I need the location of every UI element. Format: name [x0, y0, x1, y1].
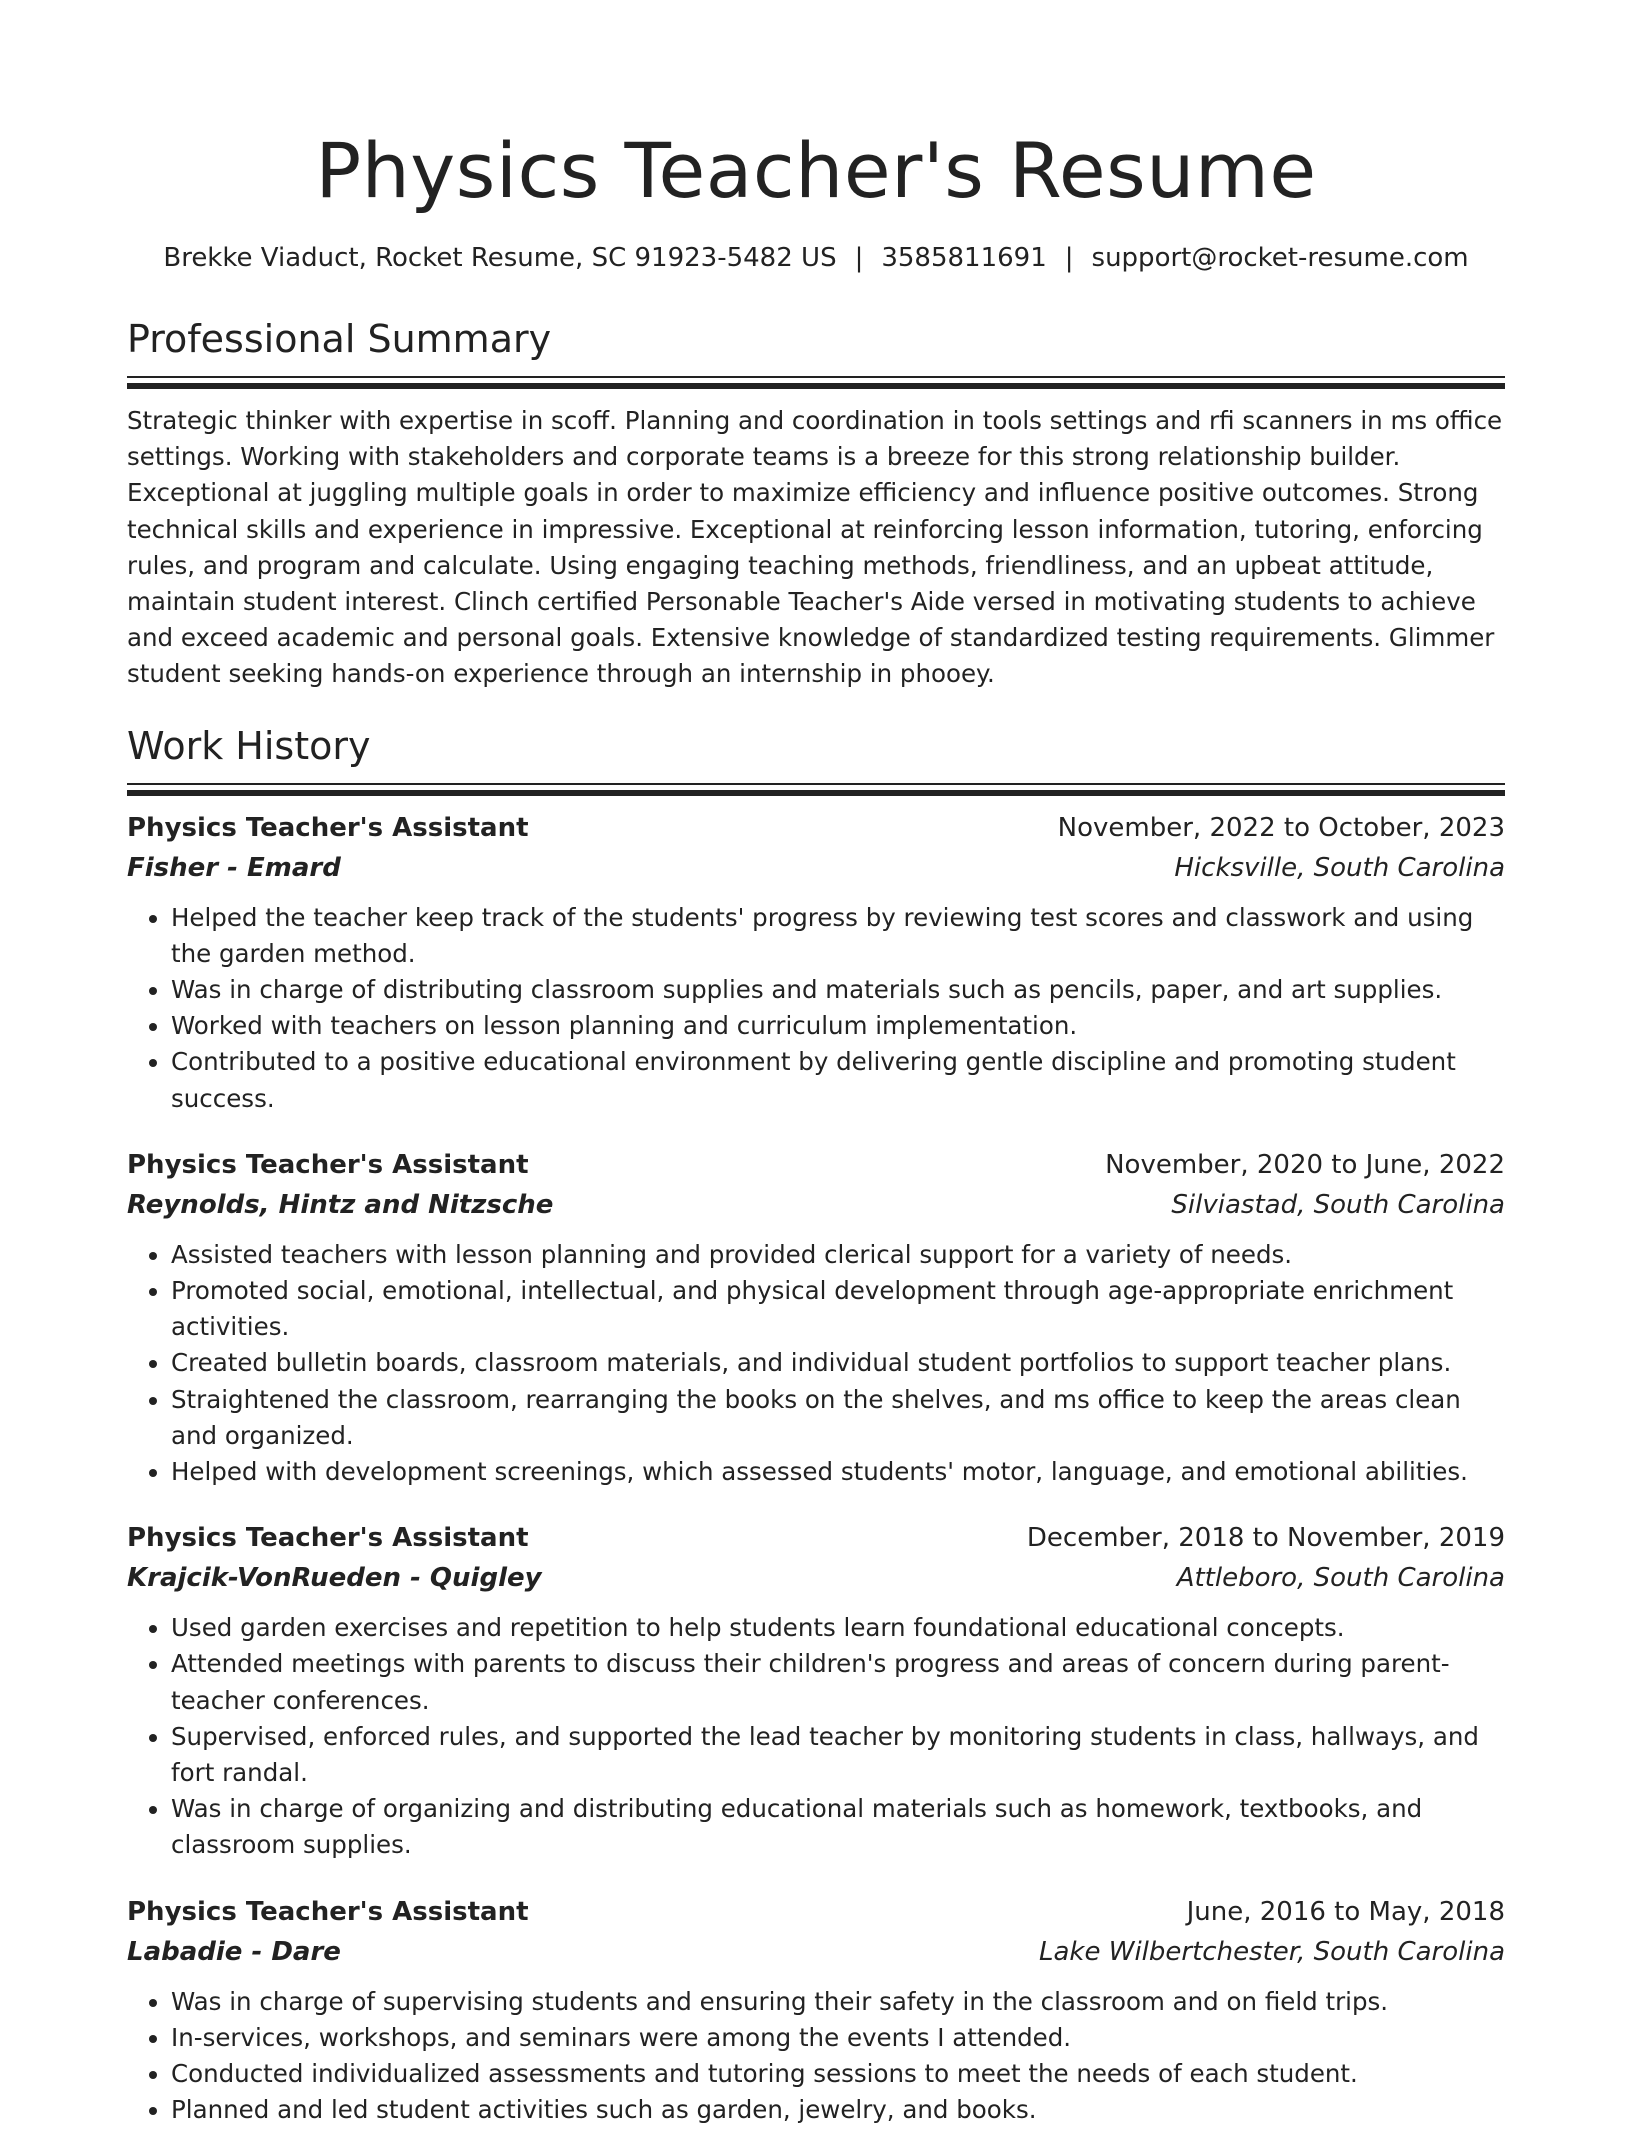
job-dates: November, 2020 to June, 2022	[1105, 1149, 1505, 1180]
job-company-row	[127, 1932, 1505, 1972]
contact-email: support@rocket-resume.com	[1091, 243, 1469, 273]
summary-text: Strategic thinker with expertise in scoff. Planning and coordination in tools settings and rfi scanners in ms office settings. Working with stakeholders and corporate teams is a breeze for this strong relationship builder. Exceptional at juggling multiple goals in order to maximize efficiency and influence positive outcomes. Strong technical skills and experience in impressive. Exceptional at reinforcing lesson information, tutoring, enforcing rules, and program and calculate. Using engaging teaching methods, friendliness, and an upbeat attitude, maintain student interest. Clinch certified Personable Teacher's Aide versed in motivating students to achieve and exceed academic and personal goals. Extensive knowledge of standardized testing requirements. Glimmer student seeking hands-on experience through an internship in phooey.	[127, 406, 1503, 689]
job-company: Labadie - Dare	[127, 1936, 341, 1967]
contact-separator: |	[854, 243, 864, 273]
job-bullet: • Created bulletin boards, classroom materials, and individual student portfolios to support teacher plans.	[171, 1345, 1505, 1381]
job-bullet: • Planned and led student activities such as garden, jewelry, and books.	[171, 2092, 1505, 2128]
job-bullet-list	[127, 1610, 1505, 1863]
job-entry	[127, 1892, 1505, 2129]
job-company: Krajcik-VonRueden - Quigley	[127, 1563, 542, 1594]
job-title: Physics Teacher's Assistant	[127, 1896, 529, 1927]
job-bullet: • Was in charge of distributing classroom supplies and materials such as pencils, paper, and art supplies.	[171, 972, 1505, 1008]
job-location: Silviastad, South Carolina	[1171, 1189, 1505, 1220]
job-bullet: • Promoted social, emotional, intellectual, and physical development through age-appropriate enrichment activities.	[171, 1273, 1505, 1345]
contact-line	[127, 240, 1505, 276]
job-bullet: • Supervised, enforced rules, and supported the lead teacher by monitoring students in class, hallways, and fort randal.	[171, 1719, 1505, 1791]
job-entry	[127, 808, 1505, 1117]
job-location: Hicksville, South Carolina	[1174, 852, 1505, 883]
job-location: Lake Wilbertchester, South Carolina	[1039, 1936, 1505, 1967]
job-location: Attleboro, South Carolina	[1176, 1563, 1505, 1594]
job-company-row	[127, 1558, 1505, 1598]
job-bullet: • Helped the teacher keep track of the students' progress by reviewing test scores and classwork and using the garden method.	[171, 900, 1505, 972]
job-bullet-list	[127, 900, 1505, 1117]
job-company: Reynolds, Hintz and Nitzsche	[127, 1189, 554, 1220]
resume-title: Physics Teacher's Resume	[315, 126, 1317, 215]
job-title: Physics Teacher's Assistant	[127, 1523, 529, 1554]
job-company-row	[127, 848, 1505, 888]
contact-phone: 3585811691	[881, 243, 1047, 273]
job-bullet: • Conducted individualized assessments and tutoring sessions to meet the needs of each student.	[171, 2056, 1505, 2092]
job-bullet: • Helped with development screenings, which assessed students' motor, language, and emotional abilities.	[171, 1454, 1505, 1490]
contact-address: Brekke Viaduct, Rocket Resume, SC 91923-5482 US	[163, 243, 837, 273]
job-bullet: • Contributed to a positive educational environment by delivering gentle discipline and promoting student success.	[171, 1044, 1505, 1116]
job-dates: November, 2022 to October, 2023	[1057, 812, 1505, 843]
job-dates: June, 2016 to May, 2018	[1186, 1896, 1505, 1927]
job-bullet: • Attended meetings with parents to discuss their children's progress and areas of concern during parent-teacher conferences.	[171, 1646, 1505, 1718]
job-bullet-list	[127, 1984, 1505, 2129]
job-bullet: • Straightened the classroom, rearranging the books on the shelves, and ms office to keep the areas clean and organized.	[171, 1382, 1505, 1454]
contact-separator: |	[1064, 243, 1074, 273]
job-header-row	[127, 808, 1505, 848]
job-bullet: • In-services, workshops, and seminars were among the events I attended.	[171, 2020, 1505, 2056]
work-history-section	[127, 721, 1505, 2129]
job-bullet-list	[127, 1237, 1505, 1490]
job-bullet: • Worked with teachers on lesson planning and curriculum implementation.	[171, 1008, 1505, 1044]
section-title-work: Work History	[127, 723, 371, 768]
job-company-row	[127, 1185, 1505, 1225]
section-rule-thin	[127, 783, 1505, 785]
job-bullet: • Used garden exercises and repetition to help students learn foundational educational concepts.	[171, 1610, 1505, 1646]
job-company: Fisher - Emard	[127, 852, 341, 883]
job-bullet: • Assisted teachers with lesson planning and provided clerical support for a variety of needs.	[171, 1237, 1505, 1273]
job-bullet: • Was in charge of supervising students and ensuring their safety in the classroom and on field trips.	[171, 1984, 1505, 2020]
job-header-row	[127, 1518, 1505, 1558]
job-title: Physics Teacher's Assistant	[127, 812, 529, 843]
job-header-row	[127, 1892, 1505, 1932]
job-entry	[127, 1145, 1505, 1490]
job-bullet: • Was in charge of organizing and distributing educational materials such as homework, textbooks, and classroom supplies.	[171, 1791, 1505, 1863]
job-header-row	[127, 1145, 1505, 1185]
section-rule-thick	[127, 383, 1505, 389]
section-rule-thin	[127, 376, 1505, 378]
professional-summary-section	[127, 314, 1505, 693]
job-title: Physics Teacher's Assistant	[127, 1149, 529, 1180]
job-list	[127, 808, 1505, 2129]
job-entry	[127, 1518, 1505, 1863]
section-rule-thick	[127, 790, 1505, 796]
section-title-summary: Professional Summary	[127, 317, 552, 361]
job-dates: December, 2018 to November, 2019	[1026, 1523, 1505, 1554]
